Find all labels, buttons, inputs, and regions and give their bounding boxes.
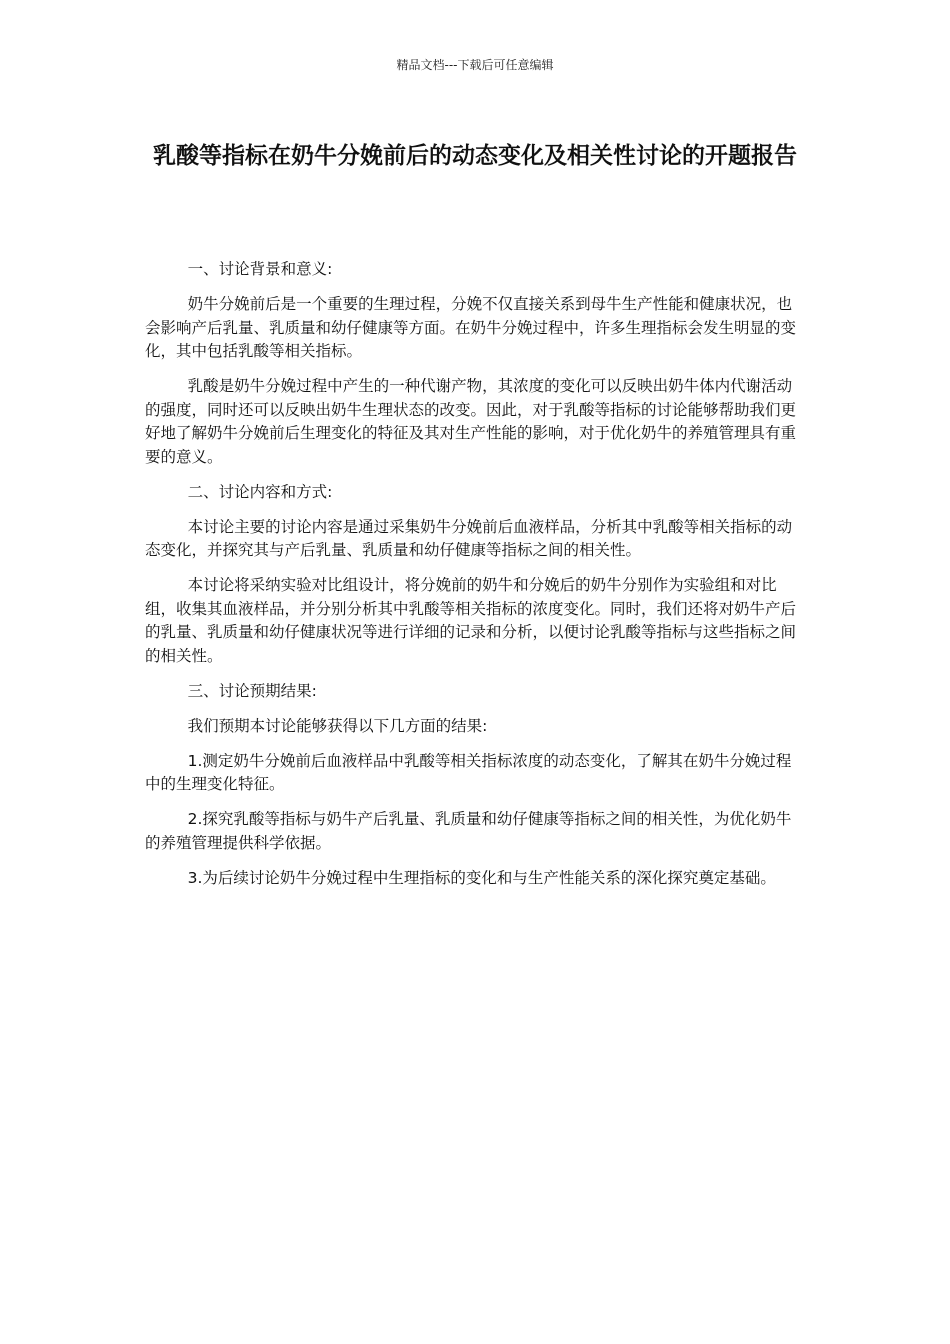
section-heading-expected-results: 三、讨论预期结果: (187, 681, 317, 700)
paragraph: 本讨论将采纳实验对比组设计，将分娩前的奶牛和分娩后的奶牛分别作为实验组和对比组，收集其血液样品，并分别分析其中乳酸等相关指标的浓度变化。同时，我们还将对奶牛产后的乳量、乳质量和幼仔健康状况等进行详细的记录和分析，以便讨论乳酸等指标与这些指标之间的相关性。 (145, 576, 797, 665)
paragraph: 奶牛分娩前后是一个重要的生理过程，分娩不仅直接关系到母牛生产性能和健康状况，也会影响产后乳量、乳质量和幼仔健康等方面。在奶牛分娩过程中，许多生理指标会发生明显的变化，其中包括乳酸等相关指标。 (145, 295, 797, 360)
paragraph: 乳酸是奶牛分娩过程中产生的一种代谢产物，其浓度的变化可以反映出奶牛体内代谢活动的强度，同时还可以反映出奶牛生理状态的改变。因此，对于乳酸等指标的讨论能够帮助我们更好地了解奶牛分娩前后生理变化的特征及其对生产性能的影响，对于优化奶牛的养殖管理具有重要的意义。 (145, 377, 797, 466)
document-body (145, 258, 805, 902)
list-item: 3.为后续讨论奶牛分娩过程中生理指标的变化和与生产性能关系的深化探究奠定基础。 (187, 868, 776, 887)
paragraph: 我们预期本讨论能够获得以下几方面的结果: (187, 716, 488, 735)
header-note: 精品文档---下载后可任意编辑 (396, 58, 554, 72)
list-item: 1.测定奶牛分娩前后血液样品中乳酸等相关指标浓度的动态变化，了解其在奶牛分娩过程中的生理变化特征。 (145, 751, 792, 793)
section-heading-content-method: 二、讨论内容和方式: (187, 482, 333, 501)
section-heading-background: 一、讨论背景和意义: (187, 260, 333, 278)
paragraph: 本讨论主要的讨论内容是通过采集奶牛分娩前后血液样品，分析其中乳酸等相关指标的动态变化，并探究其与产后乳量、乳质量和幼仔健康等指标之间的相关性。 (145, 517, 793, 559)
list-item: 2.探究乳酸等指标与奶牛产后乳量、乳质量和幼仔健康等指标之间的相关性，为优化奶牛的养殖管理提供科学依据。 (145, 810, 792, 852)
document-title: 乳酸等指标在奶牛分娩前后的动态变化及相关性讨论的开题报告 (153, 143, 797, 169)
